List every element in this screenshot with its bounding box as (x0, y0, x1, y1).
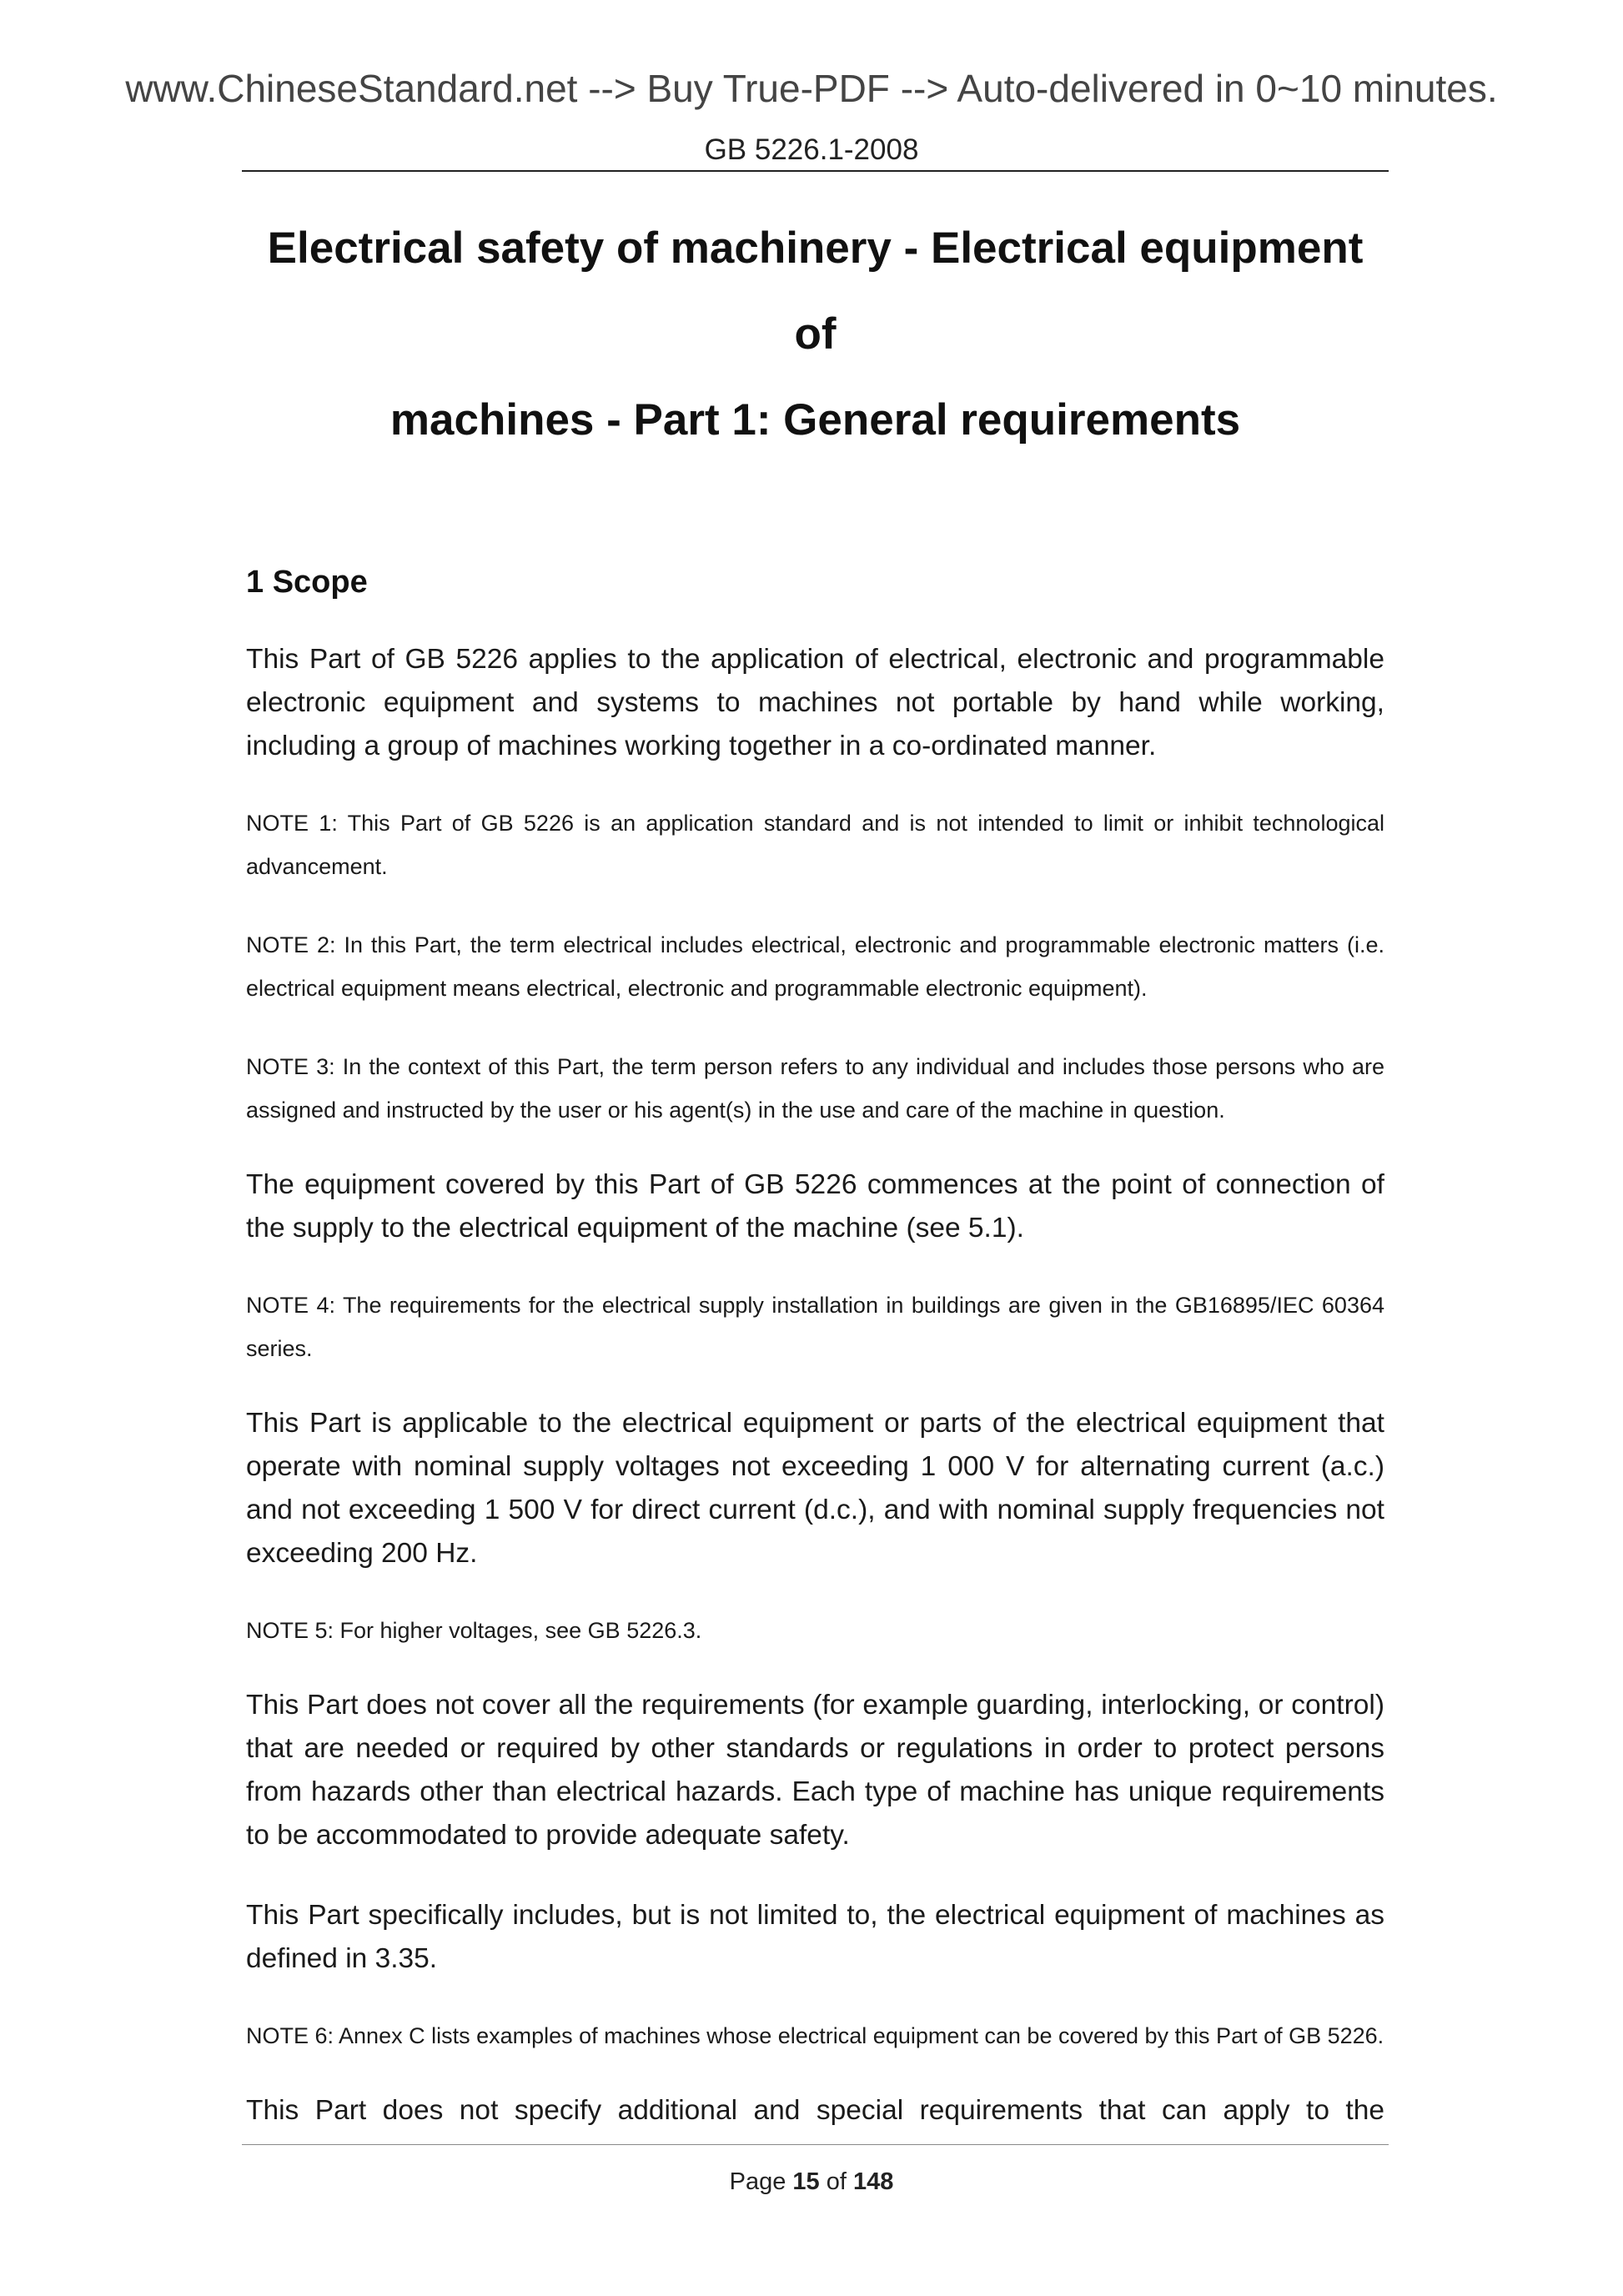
note: NOTE 3: In the context of this Part, the term person refers to any individual and includes those persons who are assigned and instructed by the user or his agent(s) in the use and care of the machine in question. (246, 1054, 1384, 1123)
page-total: 148 (852, 2168, 894, 2195)
section-heading-scope: 1 Scope (246, 565, 368, 600)
note: NOTE 6: Annex C lists examples of machines whose electrical equipment can be covered by this Part of GB 5226. (246, 2023, 1384, 2048)
paragraph: This Part does not cover all the requirements (for example guarding, interlocking, or control) that are needed or required by other standards or regulations in order to protect persons from hazards other than electrical hazards. Each type of machine has unique requirements to be accommodated to provide adequate safety. (246, 1690, 1384, 1851)
footer-divider (242, 2144, 1389, 2145)
source-banner: www.ChineseStandard.net --> Buy True-PDF --> Auto-delivered in 0~10 minutes. (125, 67, 1498, 110)
paragraph: This Part of GB 5226 applies to the application of electrical, electronic and programmable electronic equipment and systems to machines not portable by hand while working, including a group of machines working together in a co-ordinated manner. (246, 644, 1384, 761)
document-title (246, 205, 1384, 463)
page-of: of (826, 2168, 847, 2195)
note: NOTE 1: This Part of GB 5226 is an application standard and is not intended to limit or inhibit technological advancement. (246, 811, 1384, 879)
note: NOTE 2: In this Part, the term electrical includes electrical, electronic and programmable electronic matters (i.e. electrical equipment means electrical, electronic and programmable electronic equipment). (246, 932, 1384, 1001)
note: NOTE 4: The requirements for the electrical supply installation in buildings are given in the GB16895/IEC 60364 series. (246, 1293, 1384, 1361)
title-line-2: machines - Part 1: General requirements (389, 395, 1241, 445)
note: NOTE 5: For higher voltages, see GB 5226.3. (246, 1618, 702, 1643)
page-current: 15 (792, 2168, 820, 2195)
page-body (246, 205, 1384, 2133)
paragraph: This Part specifically includes, but is not limited to, the electrical equipment of machines as defined in 3.35. (246, 1900, 1384, 1974)
header-divider (242, 170, 1389, 172)
document-code: GB 5226.1-2008 (704, 133, 919, 166)
page-prefix: Page (729, 2168, 786, 2195)
paragraph: This Part is applicable to the electrical equipment or parts of the electrical equipment that operate with nominal supply voltages not exceeding 1 000 V for alternating current (a.c.) and not exceeding 1 500 V for direct current (d.c.), and with nominal supply frequencies not exceeding 200 Hz. (246, 1408, 1384, 1569)
paragraph-truncated: This Part does not specify additional and special requirements that can apply to the (246, 2095, 1384, 2126)
title-line-1: Electrical safety of machinery - Electrical equipment of (267, 224, 1364, 359)
paragraph: The equipment covered by this Part of GB 5226 commences at the point of connection of the supply to the electrical equipment of the machine (see 5.1). (246, 1169, 1384, 1243)
page-number (0, 2166, 1623, 2198)
